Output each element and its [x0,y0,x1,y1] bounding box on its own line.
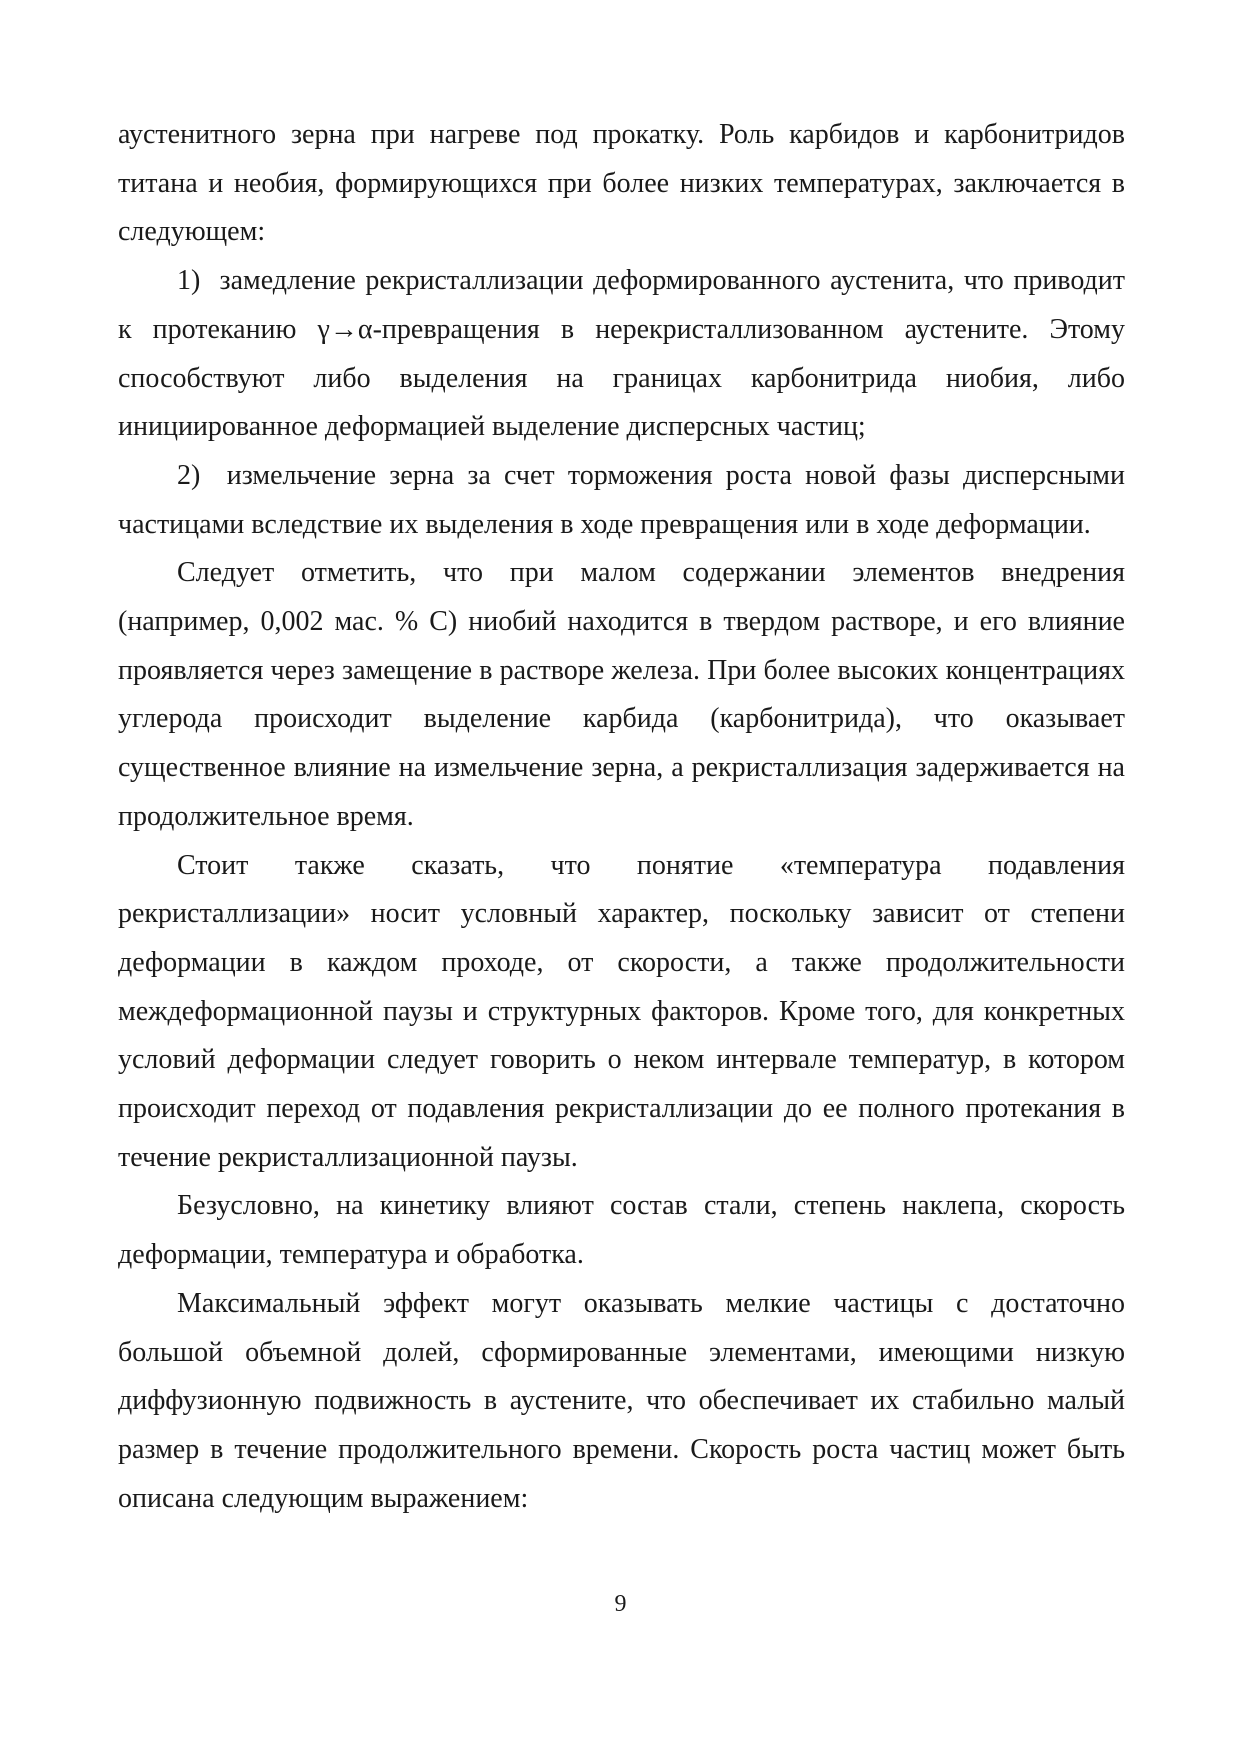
paragraph-particles: Максимальный эффект могут оказывать мелкие частицы с достаточно большой объемной долей, сформированные элементами, имеющими низкую диффузионную подвижность в аустените, что обеспечивает их стабильно малый размер в течение продолжительного времени. Скорость роста частиц может быть описана следующим выражением: [118,1287,1125,1514]
page-number: 9 [614,1591,627,1617]
list-item-2: 2) измельчение зерна за счет торможения роста новой фазы дисперсными частицами вследствие их выделения в ходе превращения или в ходе деформации. [118,459,1125,540]
paragraph-kinetics: Безусловно, на кинетику влияют состав стали, степень наклепа, скорость деформации, температура и обработка. [118,1190,1125,1271]
body-text [118,111,1125,1523]
paragraph-continuation: аустенитного зерна при нагреве под прокатку. Роль карбидов и карбонитридов титана и необия, формирующихся при более низких температурах, заключается в следующем: [118,119,1125,248]
list-item-1: 1) замедление рекристаллизации деформированного аустенита, что приводит к протеканию γ→α-превращения в нерекристаллизованном аустените. Этому способствуют либо выделения на границах карбонитрида ниобия, либо инициированное деформацией выделение дисперсных частиц; [118,265,1125,443]
paragraph-recrystallization-temperature: Стоит также сказать, что понятие «температура подавления рекристаллизации» носит условный характер, поскольку зависит от степени деформации в каждом проходе, от скорости, а также продолжительности междеформационной паузы и структурных факторов. Кроме того, для конкретных условий деформации следует говорить о неком интервале температур, в котором происходит переход от подавления рекристаллизации до ее полного протекания в течение рекристаллизационной паузы. [118,849,1125,1173]
paragraph-niobium: Следует отметить, что при малом содержании элементов внедрения (например, 0,002 мас. % С) ниобий находится в твердом растворе, и его влияние проявляется через замещение в растворе железа. При более высоких концентрациях углерода происходит выделение карбида (карбонитрида), что оказывает существенное влияние на измельчение зерна, а рекристаллизация задерживается на продолжительное время. [118,557,1125,832]
